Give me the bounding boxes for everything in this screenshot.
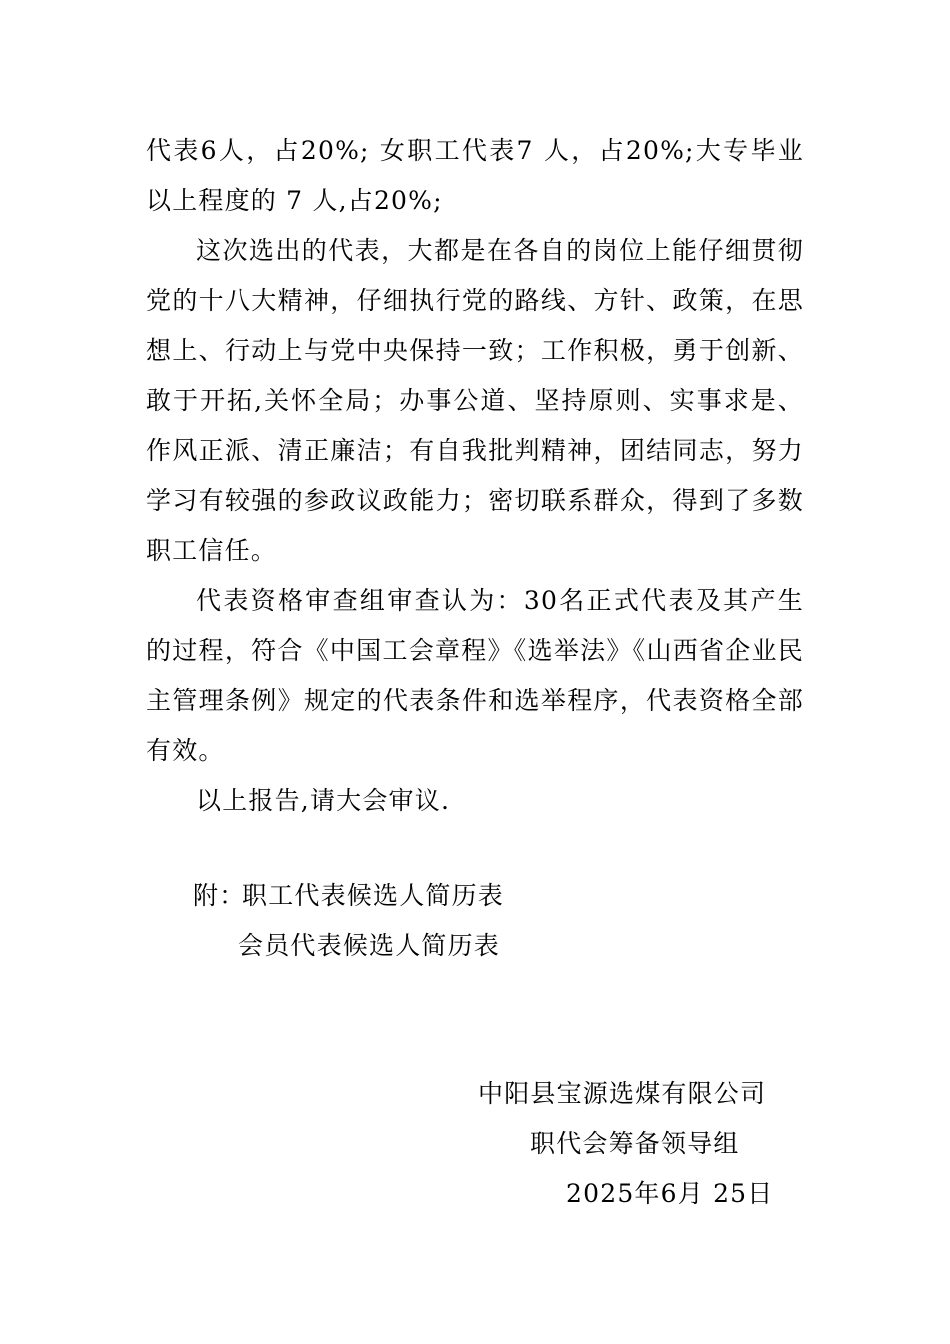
paragraph-qualification-review: 代表资格审查组审查认为：30名正式代表及其产生的过程，符合《中国工会章程》《选举法》《山西省企业民主管理条例》规定的代表条件和选举程序，代表资格全部有效。 <box>146 586 804 765</box>
paragraph-statistics: 代表6人，占20%; 女职工代表7 人，占20%;大专毕业以上程度的 7 人,占20%; <box>146 136 804 215</box>
signature-date: 2025年6月 25日 <box>566 1179 774 1208</box>
signature-group: 职代会筹备领导组 <box>530 1129 740 1158</box>
signature-organization: 中阳县宝源选煤有限公司 <box>478 1079 767 1108</box>
attachment-item: 会员代表候选人简历表 <box>238 931 501 960</box>
paragraph-closing-request: 以上报告,请大会审议. <box>196 786 451 815</box>
attachments-label: 附： <box>193 881 246 910</box>
paragraph-representative-qualities: 这次选出的代表，大都是在各自的岗位上能仔细贯彻党的十八大精神，仔细执行党的路线、方针、政策，在思想上、行动上与党中央保持一致；工作积极，勇于创新、敢于开拓,关怀全局；办事公道、坚持原则、实事求是、作风正派、清正廉洁；有自我批判精神，团结同志，努力学习有较强的参政议政能力；密切联系群众，得到了多数职工信任。 <box>146 236 804 565</box>
attachment-item: 职工代表候选人简历表 <box>242 881 505 910</box>
